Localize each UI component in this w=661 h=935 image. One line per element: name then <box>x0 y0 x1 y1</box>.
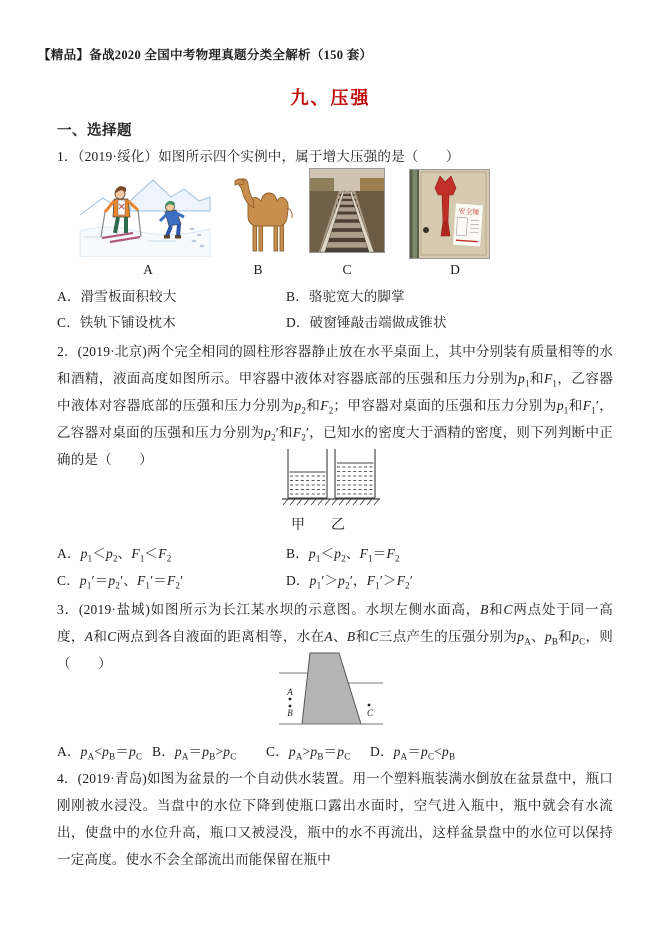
camel-image <box>230 175 294 257</box>
q2-option-a: A．$p_1<p_2$、$F_1<F_2$ <box>57 546 172 564</box>
railway-track-image <box>309 168 385 253</box>
q3-stem: 3．(2019·盐城)如图所示为长江某水坝的示意图。水坝左侧水面高，B和C两点处于同一高度，A和C两点到各自液面的距离相等，水在A、B和C三点产生的压强分别为$p_A$、$p_B$和$p_C$，则（ ） <box>57 602 613 671</box>
q4-stem: 4．(2019·青岛)如图为盆景的一个自动供水装置。用一个塑料瓶装满水倒放在盆景盘中，瓶口刚刚被水浸没。当盘中的水位下降到使瓶口露出水面时，空气进入瓶中，瓶中就会有水流出，使盘中的水位升高，瓶口又被浸没，瓶中的水不再流出，这样盆景盘中的水位可以保持一定高度。使水不会全部流出而能保留在瓶中 <box>57 771 613 867</box>
q3-option-a: A．$p_A<p_B=p_C$ <box>57 744 143 762</box>
q1-option-b: B．骆驼宽大的脚掌 <box>286 289 405 304</box>
q1-figure-label-c: C <box>342 262 352 277</box>
q1-option-d: D．破窗锤敲击端做成锥状 <box>286 315 447 330</box>
q1-figure-label-a: A <box>143 262 153 277</box>
safety-hammer-image <box>409 169 490 259</box>
q2-option-d: D．$p_1'>p_2'$，$F_1'>F_2'$ <box>286 573 414 591</box>
q1-option-c: C．铁轨下铺设枕木 <box>57 315 176 330</box>
q1-option-a: A．滑雪板面积较大 <box>57 289 177 304</box>
dam-point-a-label: A <box>287 687 293 697</box>
section-heading-choice: 一、选择题 <box>57 123 132 139</box>
q3-option-c: C．$p_A>p_B=p_C$ <box>266 744 351 762</box>
q2-option-b: B．$p_1<p_2$、$F_1=F_2$ <box>286 546 400 564</box>
q2-option-c: C．$p_1'=p_2'$、$F_1'=F_2'$ <box>57 573 184 591</box>
chapter-title: 九、压强 <box>290 88 371 108</box>
safety-hammer-label-text: 安全锤 <box>458 207 480 217</box>
doc-header: 【精品】备战2020 全国中考物理真题分类全解析（150 套） <box>38 48 373 62</box>
q1-figure-label-d: D <box>450 262 460 277</box>
q2-stem: 2．(2019·北京)两个完全相同的圆柱形容器静止放在水平桌面上，其中分别装有质量相等的水和酒精，液面高度如图所示。甲容器中液体对容器底部的压强和压力分别为$p_1$和$F_1$，乙容器中液体对容器底部的压强和压力分别为$p_2$和$F_2$；甲容器对桌面的压强和压力分别为$p_1$和$F_1'$，乙容器对桌面的压强和压力分别为$p_2'$和$F_2'$，已知水的密度大于酒精的密度，则下列判断中正确的是（ ） <box>57 344 614 467</box>
beakers-figure <box>280 443 382 507</box>
beaker-label-yi: 乙 <box>331 518 346 533</box>
dam-figure <box>275 650 387 730</box>
beaker-label-jia: 甲 <box>291 518 306 533</box>
q3-option-d: D．$p_A=p_C<p_B$ <box>370 744 456 762</box>
dam-point-c-label: C <box>366 708 374 718</box>
q1-figure-label-b: B <box>253 262 263 277</box>
dam-point-b-label: B <box>287 708 293 718</box>
ski-scene-image <box>78 169 212 257</box>
q1-stem: 1．（2019·绥化）如图所示四个实例中，属于增大压强的是（ ） <box>57 149 460 164</box>
q3-option-b: B．$p_A=p_B>p_C$ <box>152 744 237 762</box>
